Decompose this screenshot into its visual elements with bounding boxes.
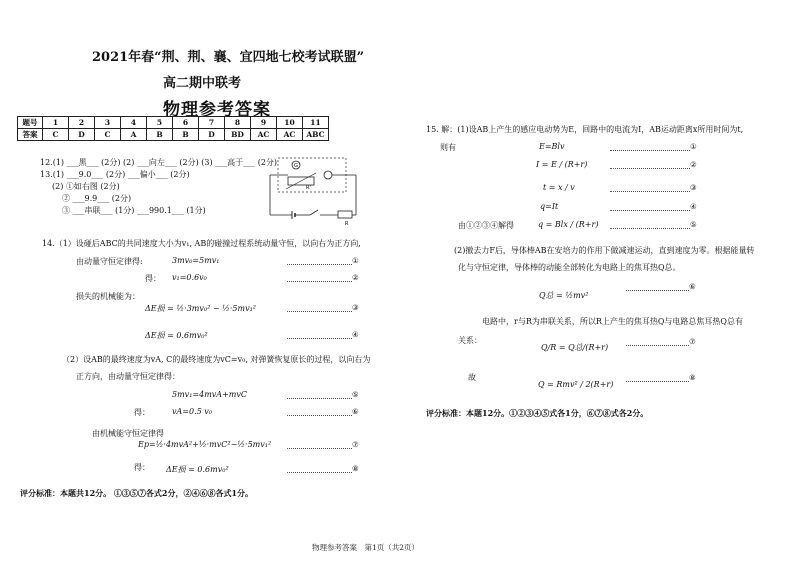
q14-p1: 14.（1）设碰后ABC的共同速度大小为v₁, AB的碰撞过程系统动量守恒，以向右为正方向, [42, 239, 361, 248]
q15-p5: 化与守恒定律，导体棒的动能全部转化为电路上的焦耳热Q总。 [458, 263, 681, 272]
answer-cell: AC [251, 129, 277, 141]
q12-answer: 12.(1) ___黑___ (2分) (2) ___向左___ (2分) (3) ___高于___ (2分) [40, 158, 278, 167]
question-number: 8 [225, 117, 251, 129]
q15-p4: (2)撤去力F后，导体棒AB在安培力的作用下做减速运动，直到速度为零。根据能量转 [454, 246, 755, 255]
answer-cell: BD [225, 129, 251, 141]
row-label: 答案 [18, 129, 43, 141]
q14-eq3: ΔE损 = ½·3mv₀² − ½·5mv₁² [145, 304, 257, 313]
q14-p9: 得： [134, 463, 150, 472]
q14-eq4: ΔE损 = 0.6mv₀² [145, 331, 208, 340]
q15-score: 评分标准：本题12分。①②③④⑤式各1分，⑥⑦⑧式各2分。 [426, 408, 649, 418]
question-number: 6 [173, 117, 199, 129]
question-number: 9 [251, 117, 277, 129]
q14-p2: 由动量守恒定律得: [76, 257, 143, 266]
q14-eq2: v₁=0.6v₀ [172, 273, 207, 282]
q15-p3: 由①②③④解得 [458, 221, 514, 230]
exam-title-line1: 2021年春“荆、荆、襄、宜四地七校考试联盟” [92, 50, 365, 65]
q15-eq5: q = Blx / (R+r) [538, 220, 599, 229]
q14-eq5: 5mv₁=4mvA+mvC [172, 390, 248, 399]
answer-cell: ABC [303, 129, 329, 141]
question-number: 3 [95, 117, 121, 129]
answer-table [17, 116, 329, 141]
answer-table-answer-row [18, 129, 329, 141]
q14-score: 评分标准：本题共12分。 ①③⑤⑦各式2分，②④⑥⑧各式1分。 [20, 488, 254, 498]
question-number: 2 [69, 117, 95, 129]
q15-eq4: q=It [540, 202, 559, 211]
q15-p6: 电路中，r与R为串联关系，所以R上产生的焦耳热Q与电路总焦耳热Q总有 [482, 317, 743, 326]
q15-eq2: I = E / (R+r) [536, 160, 588, 169]
answer-cell: D [199, 129, 225, 141]
answer-cell: C [95, 129, 121, 141]
q13-line1: 13.(1) ___9.0___ (2分) ___偏小___ (2分) [40, 170, 190, 179]
question-number: 1 [43, 117, 69, 129]
q13-line3: ② ___9.9___ (2分) [62, 194, 132, 203]
question-number: 4 [121, 117, 147, 129]
page-footer: 物理参考答案 第1页（共2页） [312, 543, 420, 552]
answer-cell: AC [277, 129, 303, 141]
question-number: 7 [199, 117, 225, 129]
q15-p2: 则有 [440, 143, 456, 152]
answer-cell: B [147, 129, 173, 141]
question-number: 5 [147, 117, 173, 129]
q15-eq6: Q总 = ½mv² [539, 291, 589, 300]
q13-line4: ③ ___串联___ (1分) ___990.1___ (1分) [62, 206, 206, 215]
resistor-label: R [345, 221, 349, 227]
q15-eq3: t = x / v [543, 183, 575, 192]
q14-p7: 得： [134, 408, 150, 417]
q14-eq8: ΔE损 = 0.6mv₀² [166, 465, 229, 474]
q14-eq1: 3mv₀=5mv₁ [172, 256, 220, 265]
answer-cell: A [121, 129, 147, 141]
q14-eq7: Ep=½·4mvA²+½·mvC²−½·5mv₁² [138, 440, 272, 449]
q13-line2: (2) ①如右图 (2分) [52, 182, 120, 191]
answer-cell: C [43, 129, 69, 141]
q15-p8: 故 [468, 373, 476, 382]
q14-p6: 正方向，由动量守恒定律得： [76, 372, 180, 381]
circuit-diagram [262, 155, 362, 227]
exam-title-line3: 物理参考答案 [163, 100, 271, 120]
answer-cell: B [173, 129, 199, 141]
row-label: 题号 [18, 117, 43, 129]
question-number: 10 [277, 117, 303, 129]
q15-p1: 15. 解：(1)设AB上产生的感应电动势为E，回路中的电流为I，AB运动距离x所用时间为t, [426, 125, 744, 134]
exam-title-line2: 高二期中联考 [163, 76, 242, 91]
q14-p4: 损失的机械能为： [76, 292, 140, 301]
answer-table-number-row [18, 117, 329, 129]
q15-eq7: Q/R = Q总/(R+r) [541, 343, 609, 352]
q14-eq6: vA=0.5 v₀ [172, 407, 212, 416]
q15-eq8: Q = Rmv² / 2(R+r) [538, 380, 614, 389]
q15-eq1: E=Blv [539, 142, 565, 151]
q14-p3: 得： [145, 274, 161, 283]
answer-cell: D [69, 129, 95, 141]
q14-p5: （2）设AB的最终速度为vA, C的最终速度为vC=v₀, 对弹簧恢复原长的过程，以向右为 [62, 355, 371, 364]
galvanometer-label: G [294, 163, 298, 169]
q14-p8: 由机械能守恒定律得 [92, 429, 164, 438]
rheostat-label: R' [306, 185, 311, 191]
q15-p7: 关系： [458, 336, 482, 345]
question-number: 11 [303, 117, 329, 129]
